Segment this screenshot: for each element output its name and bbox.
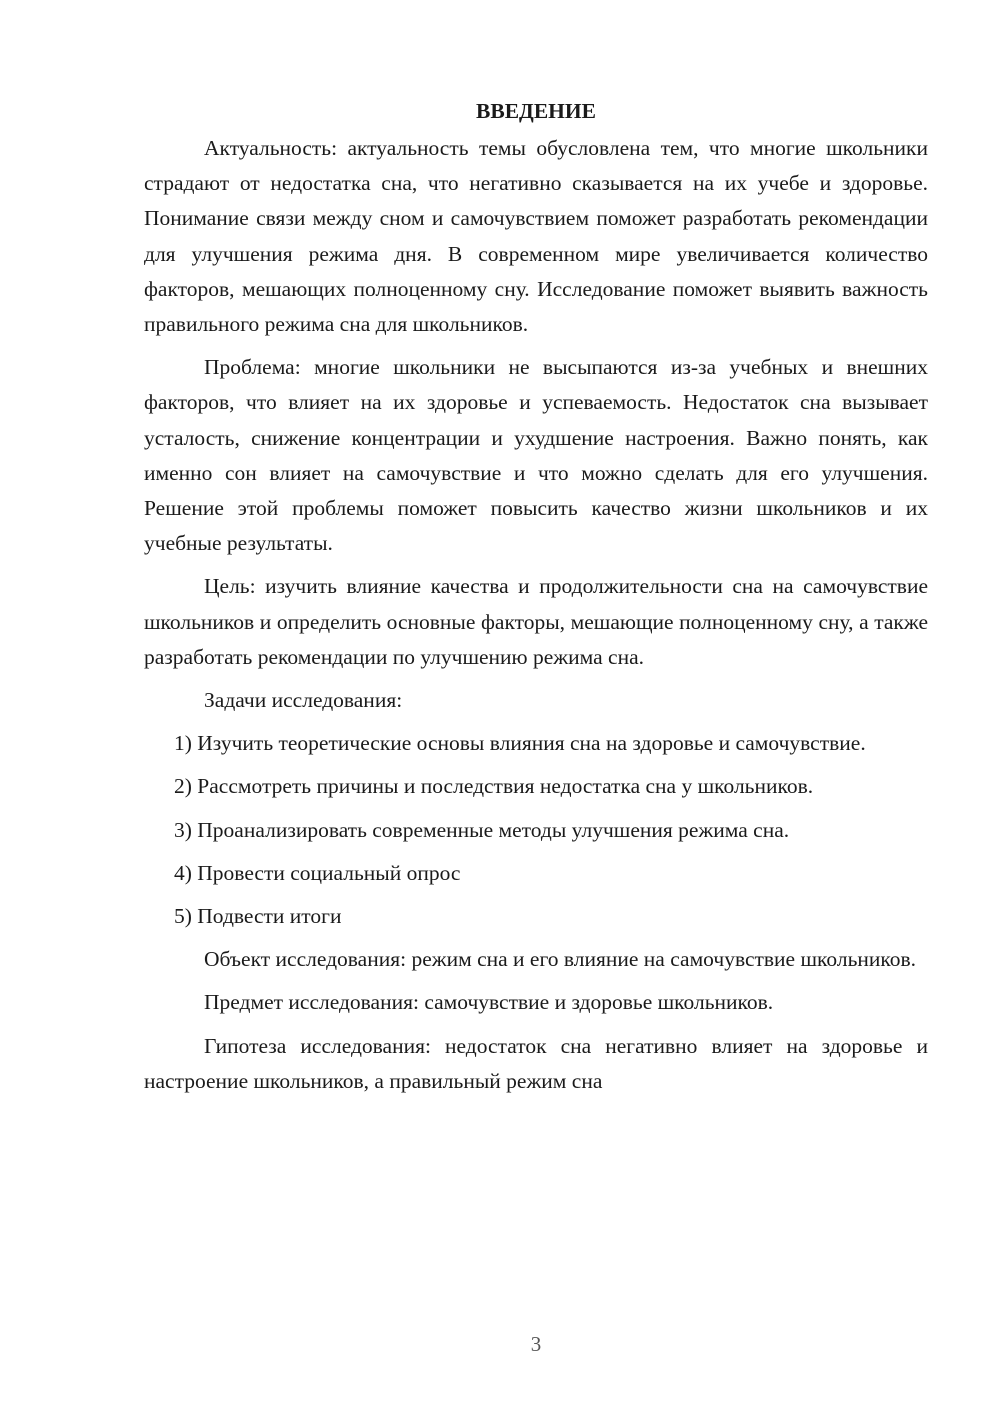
task-item-3: 3) Проанализировать современные методы улучшения режима сна. <box>174 817 790 842</box>
relevance-paragraph: Актуальность: актуальность темы обусловлена тем, что многие школьники страдают от недостатка сна, что негативно сказывается на их учебе и здоровье. Понимание связи между сном и самочувствием поможет разработать рекомендации для улучшения режима дня. В современном мире увеличивается количество факторов, мешающих полноценному сну. Исследование поможет выявить важность правильного режима сна для школьников. <box>144 136 928 337</box>
page-number: 3 <box>530 1332 542 1356</box>
task-item-4: 4) Провести социальный опрос <box>174 860 461 885</box>
task-item-2: 2) Рассмотреть причины и последствия недостатка сна у школьников. <box>174 774 814 799</box>
task-item-5: 5) Подвести итоги <box>174 904 342 929</box>
task-item-1: 1) Изучить теоретические основы влияния сна на здоровье и самочувствие. <box>174 731 866 756</box>
object-paragraph: Объект исследования: режим сна и его влияние на самочувствие школьников. <box>204 947 917 972</box>
hypothesis-paragraph: Гипотеза исследования: недостаток сна негативно влияет на здоровье и настроение школьников, а правильный режим сна <box>144 1033 928 1093</box>
document-page <box>144 96 928 1107</box>
section-title: ВВЕДЕНИЕ <box>476 99 596 123</box>
goal-paragraph: Цель: изучить влияние качества и продолжительности сна на самочувствие школьников и определить основные факторы, мешающие полноценному сну, а также разработать рекомендации по улучшению режима сна. <box>144 574 928 669</box>
tasks-heading: Задачи исследования: <box>204 688 403 713</box>
subject-paragraph: Предмет исследования: самочувствие и здоровье школьников. <box>204 990 774 1015</box>
problem-paragraph: Проблема: многие школьники не высыпаются из-за учебных и внешних факторов, что влияет на их здоровье и успеваемость. Недостаток сна вызывает усталость, снижение концентрации и ухудшение настроения. Важно понять, как именно сон влияет на самочувствие и что можно сделать для его улучшения. Решение этой проблемы поможет повысить качество жизни школьников и их учебные результаты. <box>144 355 928 556</box>
